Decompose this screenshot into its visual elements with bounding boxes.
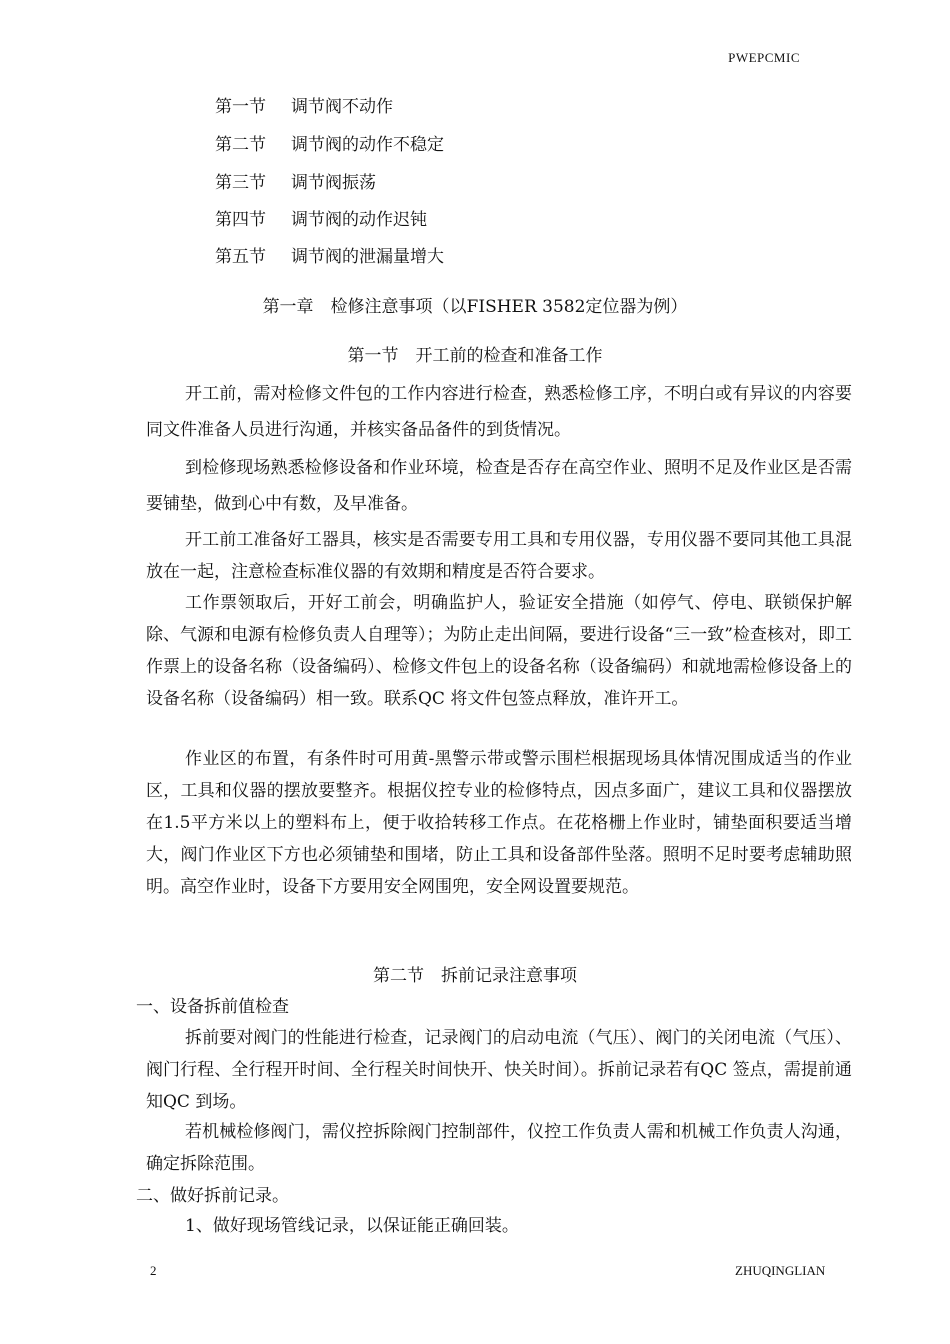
section-title: 第二节 拆前记录注意事项: [373, 966, 577, 986]
toc-title: 调节阀振荡: [291, 173, 376, 193]
list-item: 1、做好现场管线记录，以保证能正确回装。: [185, 1216, 519, 1236]
toc-number: 第一节: [215, 97, 266, 117]
paragraph: 作业区的布置，有条件时可用黄-黑警示带或警示围栏根据现场具体情况围成适当的作业区，工具和仪器的摆放要整齐。根据仪控专业的检修特点，因点多面广，建议工具和仪器摆放在1.5平方米以上的塑料布上，便于收拾转移工作点。在花格栅上作业时，铺垫面积要适当增大，阀门作业区下方也必须铺垫和围堵，防止工具和设备部件坠落。照明不足时要考虑辅助照明。高空作业时，设备下方要用安全网围兜，安全网设置要规范。: [146, 749, 852, 897]
footer-author: ZHUQINGLIAN: [735, 1263, 826, 1278]
toc-title: 调节阀的泄漏量增大: [291, 247, 444, 267]
toc-number: 第三节: [215, 173, 266, 193]
paragraph: 若机械检修阀门，需仪控拆除阀门控制部件，仪控工作负责人需和机械工作负责人沟通，确定拆除范围。: [146, 1122, 852, 1174]
toc-entry: [215, 173, 376, 193]
paragraph: 拆前要对阀门的性能进行检查，记录阀门的启动电流（气压）、阀门的关闭电流（气压）、阀门行程、全行程开时间、全行程关时间快开、快关时间）。拆前记录若有QC 签点，需提前通知QC 到场。: [146, 1028, 852, 1112]
toc-entry: [215, 135, 444, 155]
toc-number: 第五节: [215, 247, 266, 267]
header-code: PWEPCMIC: [728, 50, 800, 65]
toc-number: 第四节: [215, 210, 266, 230]
toc-title: 调节阀不动作: [291, 97, 393, 117]
list-heading: 二、做好拆前记录。: [136, 1186, 289, 1206]
list-heading: 一、设备拆前值检查: [136, 997, 289, 1017]
paragraph: 开工前工准备好工器具，核实是否需要专用工具和专用仪器，专用仪器不要同其他工具混放在一起，注意检查标准仪器的有效期和精度是否符合要求。: [146, 530, 852, 582]
toc-entry: [215, 247, 444, 267]
toc-entry: [215, 210, 427, 230]
toc-title: 调节阀的动作不稳定: [291, 135, 444, 155]
chapter-title: 第一章 检修注意事项（以FISHER 3582定位器为例）: [262, 297, 688, 317]
page-number: 2: [150, 1263, 157, 1278]
toc-title: 调节阀的动作迟钝: [291, 210, 427, 230]
paragraph: 到检修现场熟悉检修设备和作业环境，检查是否存在高空作业、照明不足及作业区是否需要铺垫，做到心中有数，及早准备。: [146, 458, 852, 514]
section-title: 第一节 开工前的检查和准备工作: [347, 346, 603, 366]
paragraph: 工作票领取后，开好工前会，明确监护人，验证安全措施（如停气、停电、联锁保护解除、气源和电源有检修负责人自理等）；为防止走出间隔，要进行设备“三一致”检查核对，即工作票上的设备名称（设备编码）、检修文件包上的设备名称（设备编码）和就地需检修设备上的设备名称（设备编码）相一致。联系QC 将文件包签点释放，准许开工。: [146, 593, 852, 709]
toc-number: 第二节: [215, 135, 266, 155]
toc-entry: [215, 97, 393, 117]
paragraph: 开工前，需对检修文件包的工作内容进行检查，熟悉检修工序，不明白或有异议的内容要同文件准备人员进行沟通，并核实备品备件的到货情况。: [146, 384, 852, 440]
